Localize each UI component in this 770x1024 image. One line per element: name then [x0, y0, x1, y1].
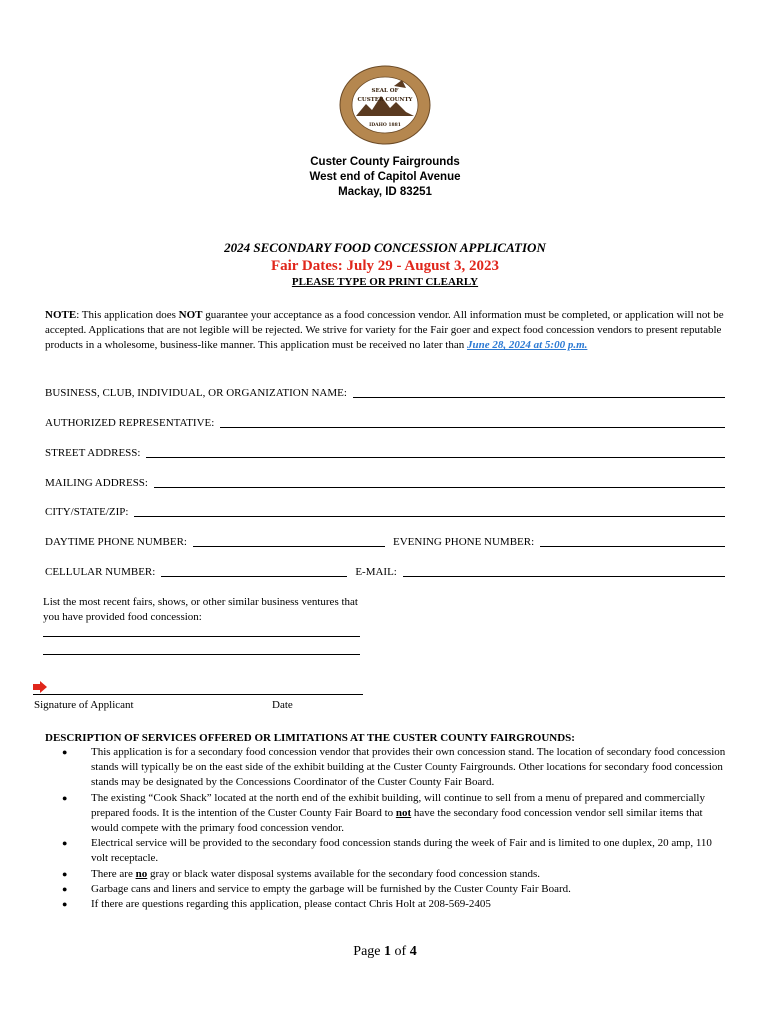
description-heading: DESCRIPTION OF SERVICES OFFERED OR LIMITATIONS AT THE CUSTER COUNTY FAIRGROUNDS: [45, 732, 575, 744]
bullet-icon: ● [62, 838, 68, 849]
description-item-emphasis: not [395, 806, 412, 819]
page-word: Page [353, 944, 381, 959]
address-line-2: West end of Capitol Avenue [309, 171, 461, 183]
street-row [45, 444, 725, 460]
representative-label: AUTHORIZED REPRESENTATIVE: [45, 417, 215, 429]
page-current: 1 [384, 944, 392, 959]
description-item [62, 882, 727, 897]
daytime-phone-field[interactable] [193, 535, 385, 547]
city-label: CITY/STATE/ZIP: [45, 506, 129, 518]
description-item [62, 897, 727, 912]
address-line-1: Custer County Fairgrounds [310, 156, 460, 168]
street-label: STREET ADDRESS: [45, 447, 141, 459]
description-item-text: Garbage cans and liners and service to empty the garbage will be furnished by the Custer County Fair Board. [91, 882, 571, 895]
address-line-3: Mackay, ID 83251 [338, 186, 432, 198]
cell-label: CELLULAR NUMBER: [45, 566, 156, 578]
business-name-label: BUSINESS, CLUB, INDIVIDUAL, OR ORGANIZATION NAME: [45, 387, 347, 399]
print-instruction: PLEASE TYPE OR PRINT CLEARLY [291, 276, 479, 288]
city-field[interactable] [134, 505, 725, 517]
seal-bottom-text: IDAHO 1881 [369, 123, 401, 128]
bullet-icon: ● [62, 883, 68, 894]
signature-arrow-icon [33, 681, 47, 693]
page-number [0, 943, 770, 961]
email-field[interactable] [403, 565, 725, 577]
description-item-text-end: gray or black water disposal systems available for the secondary food concession stands. [147, 867, 541, 880]
note-text-2: guarantee your acceptance as a food concession vendor. All information must be completed, or application will not be accepted. Applications that are not legible will be rejected. We strive for variety for the Fair goer and expect food concession vendors to present reputable products in a wholesome, business-like manner. This application must be received no later than [45, 309, 724, 352]
evening-phone-field[interactable] [540, 535, 725, 547]
street-field[interactable] [146, 446, 725, 458]
venues-prompt: List the most recent fairs, shows, or other similar business ventures that you have provided food concession: [43, 596, 358, 623]
description-item [62, 791, 727, 837]
county-seal [336, 64, 434, 146]
bullet-icon: ● [62, 899, 68, 910]
description-item-text: The existing “Cook Shack” located at the north end of the exhibit building, will continue to sell from a menu of prepared and commercially prepared foods. It is the intention of the Custer County Fair Board to [91, 791, 705, 819]
description-item [62, 867, 727, 882]
note-paragraph [45, 308, 735, 354]
note-not: NOT [178, 309, 203, 321]
venues-line-1[interactable] [43, 636, 360, 637]
description-item [62, 745, 727, 791]
bullet-icon: ● [62, 868, 68, 879]
evening-phone-label: EVENING PHONE NUMBER: [393, 536, 535, 548]
date-label: Date [272, 699, 293, 711]
seal-top-text: SEAL OF [371, 88, 399, 94]
mailing-field[interactable] [154, 476, 725, 488]
representative-row [45, 414, 725, 430]
fair-dates: Fair Dates: July 29 - August 3, 2023 [270, 258, 500, 274]
page-of: of [394, 944, 407, 959]
phone-row [45, 533, 725, 549]
fairgrounds-address [0, 155, 770, 200]
email-label: E-MAIL: [355, 566, 397, 578]
daytime-phone-label: DAYTIME PHONE NUMBER: [45, 536, 187, 548]
signature-field[interactable] [33, 694, 363, 695]
application-title: 2024 SECONDARY FOOD CONCESSION APPLICATION [224, 240, 546, 255]
business-name-field[interactable] [353, 386, 725, 398]
description-item-emphasis: no [135, 867, 148, 880]
description-list [62, 745, 727, 912]
cell-field[interactable] [161, 565, 347, 577]
description-item-text: If there are questions regarding this application, please contact Chris Holt at 208-569-2405 [91, 898, 491, 911]
representative-field[interactable] [220, 416, 725, 428]
mailing-label: MAILING ADDRESS: [45, 477, 148, 489]
note-text-1: : This application does [76, 309, 179, 321]
signature-label: Signature of Applicant [34, 699, 134, 711]
description-item-text-end: have the secondary food concession vendor sell similar items that would compete with the primary food concession vendor. [91, 806, 703, 835]
due-date: June 28, 2024 at 5:00 p.m. [466, 339, 588, 352]
note-label: NOTE [45, 309, 77, 321]
business-name-row [45, 384, 725, 400]
city-row [45, 503, 725, 519]
description-item-text: There are [91, 867, 136, 880]
page-total: 4 [409, 944, 417, 959]
bullet-icon: ● [62, 792, 68, 803]
cell-email-row [45, 563, 725, 579]
mailing-row [45, 474, 725, 490]
bullet-icon: ● [62, 747, 68, 757]
description-item [62, 836, 727, 866]
description-item-text: Electrical service will be provided to the secondary food concession stands during the week of Fair and is limited to one duplex, 20 amp, 110 volt receptacle. [91, 837, 712, 865]
seal-middle-text: CUSTER COUNTY [357, 97, 413, 103]
venues-line-2[interactable] [43, 654, 360, 655]
description-item-text: This application is for a secondary food concession vendor that provides their own concession stand. The location of secondary food concession stands will typically be on the east side of the exhibit building at the Custer County Fairgrounds. Other locations for secondary food concession stands may be designated by the Concessions Coordinator of the Custer County Fair Board. [91, 746, 726, 789]
seal-icon [336, 64, 434, 146]
